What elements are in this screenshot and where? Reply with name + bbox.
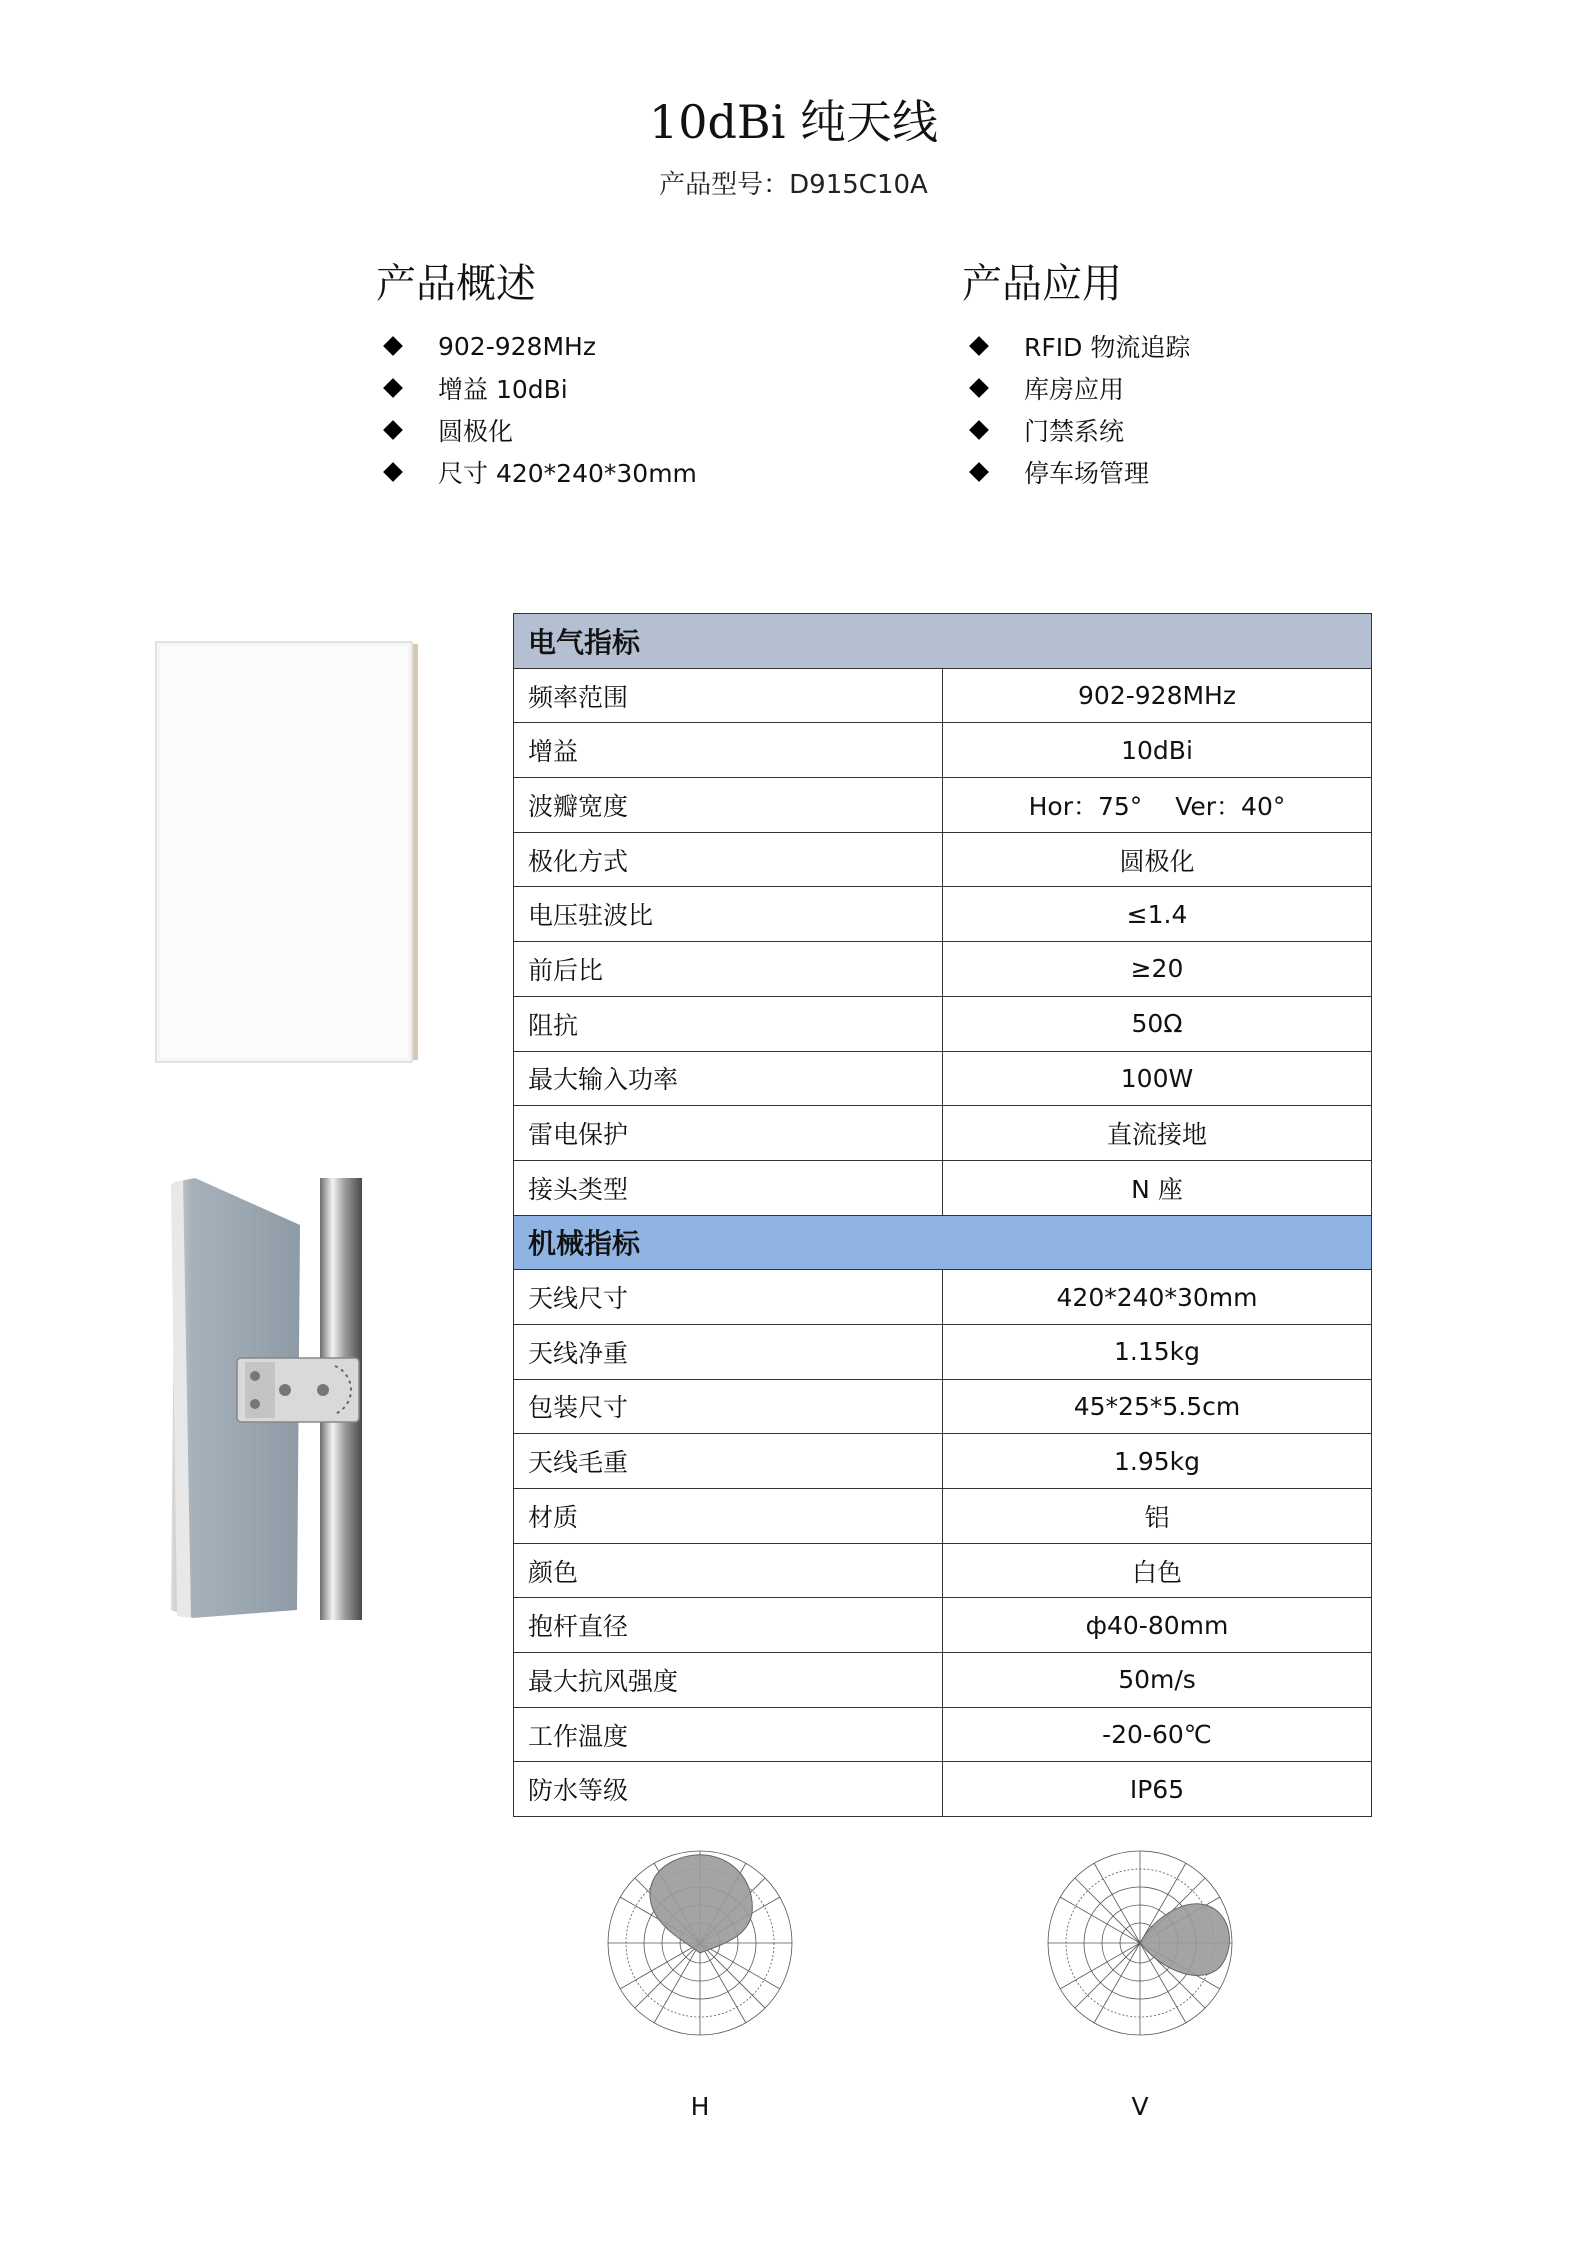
diamond-bullet-icon [969, 462, 989, 482]
diamond-bullet-icon [383, 462, 403, 482]
table-row: 抱杆直径 ф40-80mm [514, 1598, 1372, 1653]
list-item: 库房应用 [962, 367, 1190, 409]
list-item: 902-928MHz [376, 325, 697, 367]
diamond-bullet-icon [969, 378, 989, 398]
list-item: RFID 物流追踪 [962, 325, 1190, 367]
table-row: 颜色 白色 [514, 1543, 1372, 1598]
antenna-mounted-photo [165, 1170, 385, 1620]
document-title: 10dBi 纯天线 [648, 95, 939, 149]
list-item: 增益 10dBi [376, 367, 697, 409]
h-radiation-pattern [600, 1843, 800, 2043]
table-row: 频率范围 902-928MHz [514, 668, 1372, 723]
table-row: 天线毛重 1.95kg [514, 1434, 1372, 1489]
table-row: 前后比 ≥20 [514, 942, 1372, 997]
table-row: 防水等级 IP65 [514, 1762, 1372, 1817]
mechanical-section-header: 机械指标 [514, 1215, 1372, 1270]
diamond-bullet-icon [383, 378, 403, 398]
antenna-front-photo [150, 636, 425, 1066]
table-row: 包装尺寸 45*25*5.5cm [514, 1379, 1372, 1434]
table-row: 接头类型 N 座 [514, 1160, 1372, 1215]
table-row: 极化方式 圆极化 [514, 832, 1372, 887]
list-item: 门禁系统 [962, 409, 1190, 451]
table-row: 波瓣宽度 Hor：75° Ver：40° [514, 778, 1372, 833]
list-item: 尺寸 420*240*30mm [376, 451, 697, 493]
overview-heading: 产品概述 [376, 261, 536, 307]
list-item: 圆极化 [376, 409, 697, 451]
application-list [962, 325, 1190, 493]
h-pattern-label: H [690, 2092, 710, 2121]
table-row: 天线净重 1.15kg [514, 1324, 1372, 1379]
model-number: 产品型号：D915C10A [659, 170, 928, 200]
diamond-bullet-icon [969, 420, 989, 440]
table-row: 雷电保护 直流接地 [514, 1106, 1372, 1161]
table-row: 天线尺寸 420*240*30mm [514, 1270, 1372, 1325]
table-row: 最大输入功率 100W [514, 1051, 1372, 1106]
v-pattern-label: V [1131, 2092, 1149, 2121]
application-heading: 产品应用 [962, 261, 1122, 307]
electrical-section-header: 电气指标 [514, 614, 1372, 669]
diamond-bullet-icon [969, 336, 989, 356]
table-row: 工作温度 -20-60℃ [514, 1707, 1372, 1762]
table-row: 增益 10dBi [514, 723, 1372, 778]
diamond-bullet-icon [383, 420, 403, 440]
diamond-bullet-icon [383, 336, 403, 356]
spec-table [513, 613, 1372, 1817]
table-row: 电压驻波比 ≤1.4 [514, 887, 1372, 942]
v-radiation-pattern [1040, 1843, 1240, 2043]
table-row: 材质 铝 [514, 1489, 1372, 1544]
table-row: 阻抗 50Ω [514, 996, 1372, 1051]
overview-list [376, 325, 697, 493]
table-row: 最大抗风强度 50m/s [514, 1653, 1372, 1708]
list-item: 停车场管理 [962, 451, 1190, 493]
